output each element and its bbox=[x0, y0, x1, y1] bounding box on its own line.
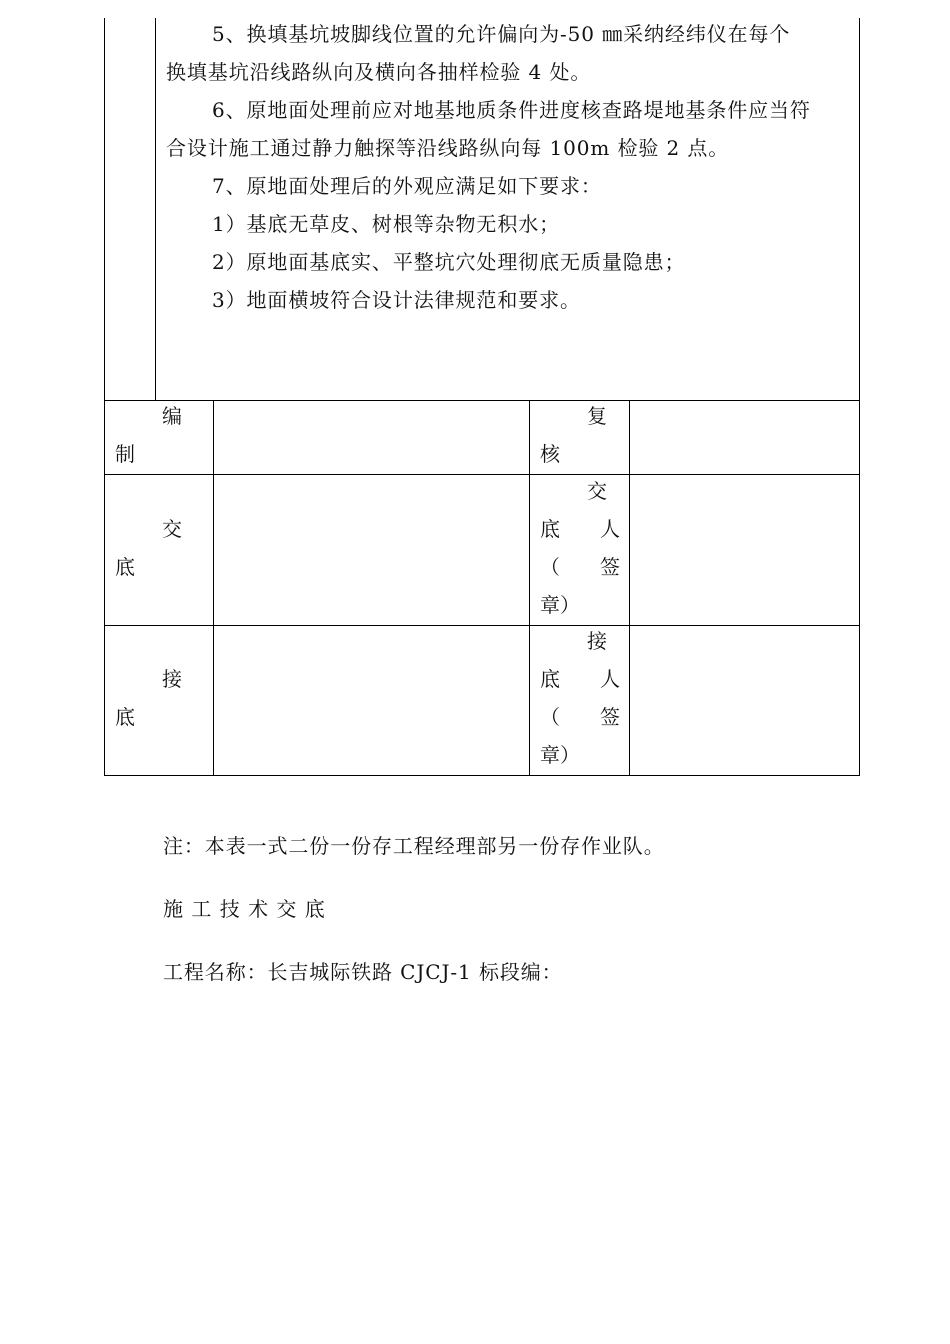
reviewer-field[interactable] bbox=[630, 401, 859, 474]
handover-field[interactable] bbox=[214, 475, 529, 625]
requirement-line: 7、原地面处理后的外观应满足如下要求： bbox=[212, 174, 602, 198]
receive-field[interactable] bbox=[214, 626, 529, 775]
table-border-right bbox=[859, 18, 860, 776]
column-divider bbox=[155, 18, 156, 400]
requirement-line: 1）基底无草皮、树根等杂物无积水； bbox=[212, 212, 561, 236]
requirement-line: 合设计施工通过静力触探等沿线路纵向每 100m 检验 2 点。 bbox=[166, 136, 730, 160]
compiler-field[interactable] bbox=[214, 401, 529, 474]
handover-signature-field[interactable] bbox=[630, 475, 859, 625]
requirement-line: 3）地面横坡符合设计法律规范和要求。 bbox=[212, 288, 581, 312]
section-heading: 施 工 技 术 交 底 bbox=[163, 897, 326, 921]
column-divider bbox=[529, 400, 530, 776]
table-note: 注：本表一式二份一份存工程经理部另一份存作业队。 bbox=[163, 834, 665, 858]
requirement-line: 5、换填基坑坡脚线位置的允许偏向为-50 ㎜采纳经纬仪在每个 bbox=[212, 22, 791, 46]
requirement-line: 2）原地面基底实、平整坑穴处理彻底无质量隐患； bbox=[212, 250, 686, 274]
receive-signature-field[interactable] bbox=[630, 626, 859, 775]
table-border-left bbox=[104, 18, 105, 776]
requirement-line: 换填基坑沿线路纵向及横向各抽样检验 4 处。 bbox=[166, 60, 592, 84]
requirement-line: 6、原地面处理前应对地基地质条件进度核查路堤地基条件应当符 bbox=[212, 98, 811, 122]
project-name-line: 工程名称：长吉城际铁路 CJCJ-1 标段编： bbox=[163, 960, 563, 984]
table-border-bottom bbox=[104, 775, 860, 776]
